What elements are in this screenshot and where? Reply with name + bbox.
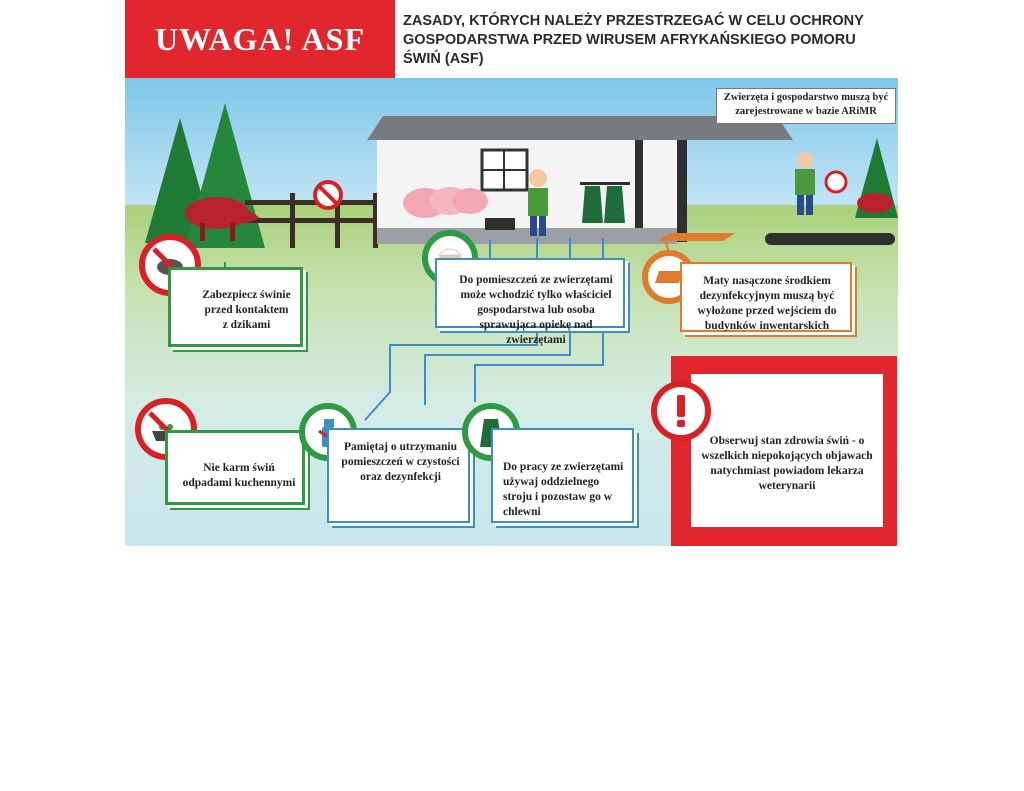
asf-poster bbox=[125, 0, 898, 546]
rule-observe-panel bbox=[671, 356, 897, 546]
registration-note: Zwierzęta i gospodarstwo muszą być zarejestrowane w bazie ARiMR bbox=[716, 88, 896, 124]
uwaga-asf-badge: UWAGA! ASF bbox=[125, 0, 395, 78]
rule-clothes bbox=[491, 428, 634, 523]
exclamation-icon bbox=[651, 381, 711, 441]
rule-cleaning bbox=[327, 428, 470, 523]
rule-feed-text: Nie karm świń odpadami kuchennymi bbox=[182, 462, 296, 489]
rule-clothes-text: Do pracy ze zwierzętami używaj oddzielnego stroju i pozostaw go w chlewni bbox=[503, 461, 624, 518]
rule-access-text: Do pomieszczeń ze zwierzętami może wchodzić tylko właściciel gospodarstwa lub osoba sprawująca opiekę nad zwierzętami bbox=[459, 274, 613, 346]
rule-observe-text: Obserwuj stan zdrowia świń - o wszelkich niepokojących objawach natychmiast powiadom lekarza weterynarii bbox=[701, 435, 873, 492]
rule-wild-boar bbox=[168, 267, 303, 347]
rule-access bbox=[435, 258, 625, 346]
rule-feed bbox=[165, 430, 305, 505]
rule-mats bbox=[680, 262, 852, 332]
rule-mats-text: Maty nasączone środkiem dezynfekcyjnym muszą być wyłożone przed wejściem do budynków inwentarskich bbox=[697, 275, 837, 332]
rule-wild-boar-text: Zabezpiecz świnie przed kontaktem z dzikami bbox=[202, 289, 291, 331]
rule-observe-box bbox=[691, 374, 883, 527]
poster-title: ZASADY, KTÓRYCH NALEŻY PRZESTRZEGAĆ W CELU OCHRONY GOSPODARSTWA PRZED WIRUSEM AFRYKAŃSKIEGO POMORU ŚWIŃ (ASF) bbox=[403, 13, 864, 67]
rule-cleaning-text: Pamiętaj o utrzymaniu pomieszczeń w czystości oraz dezynfekcji bbox=[341, 441, 460, 483]
